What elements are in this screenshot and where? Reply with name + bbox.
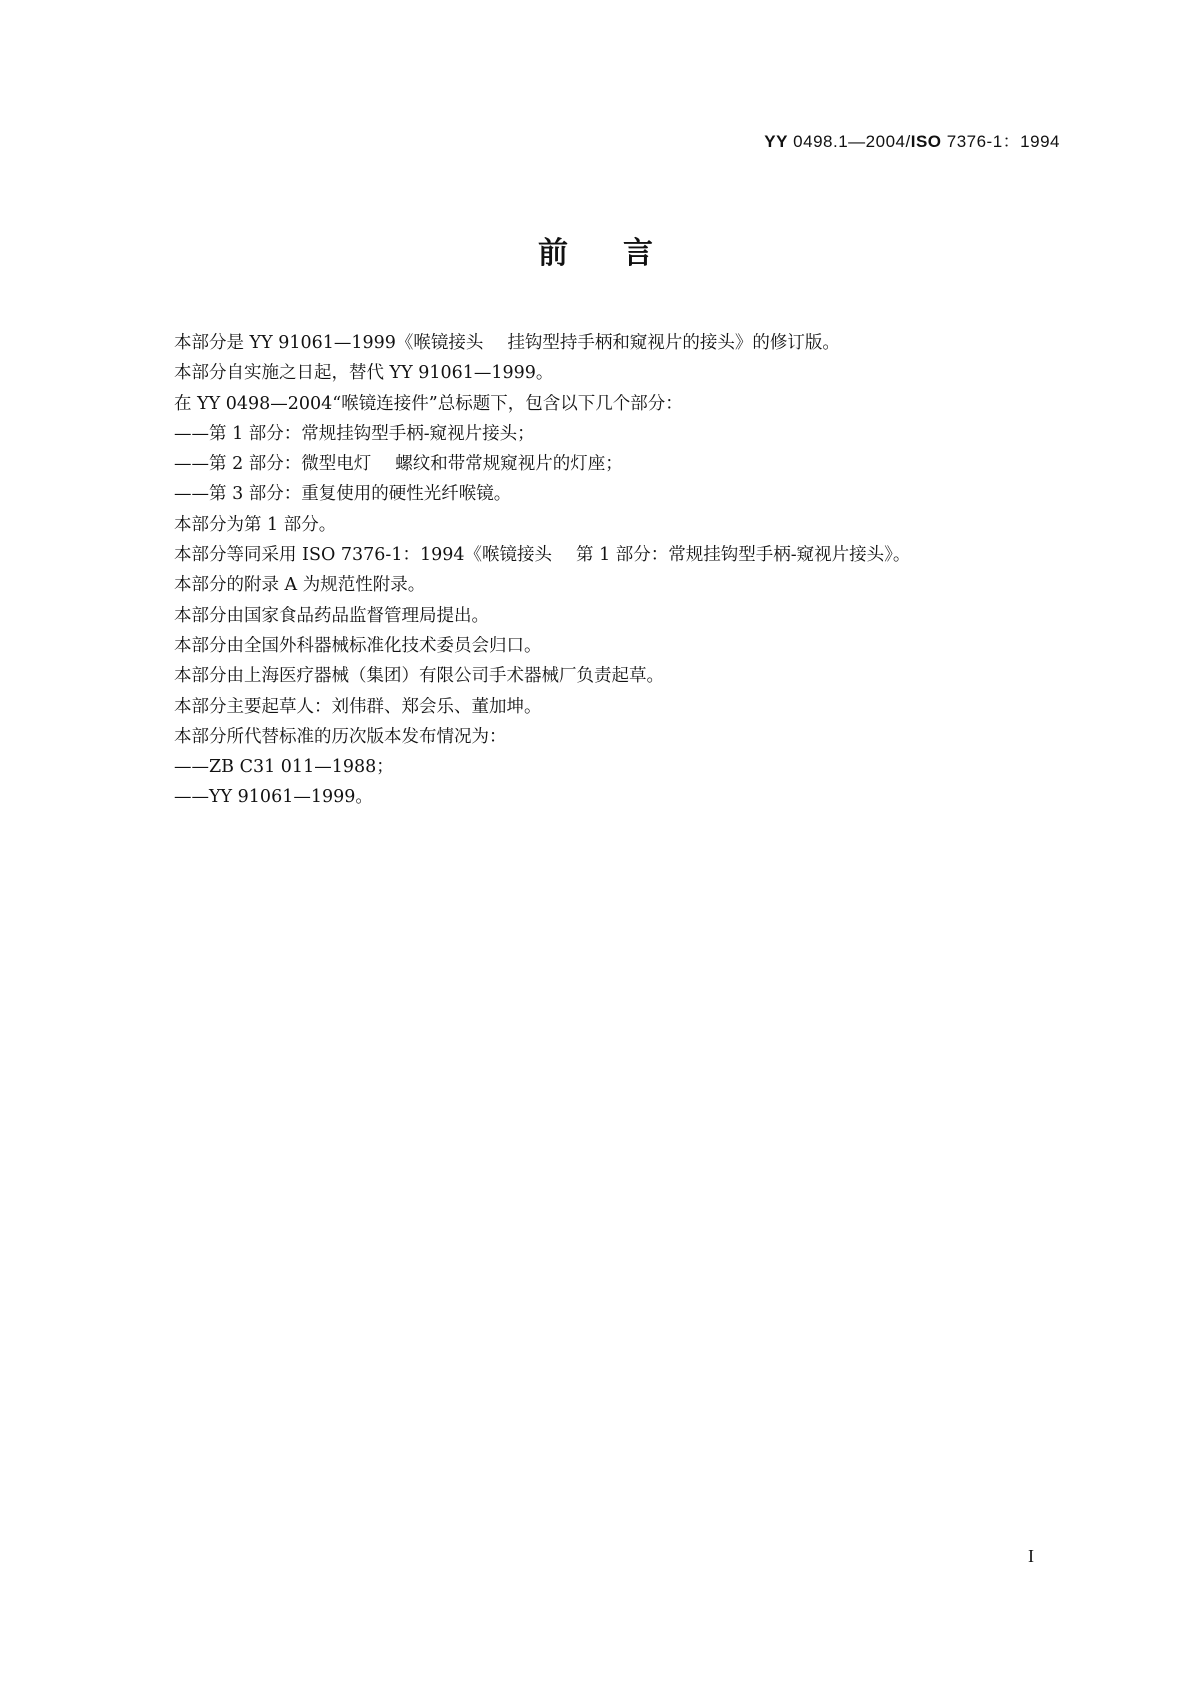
- foreword-line-10-text: 本部分由国家食品药品监督管理局提出。: [174, 605, 489, 626]
- foreword-line-15-text: ——ZB C31 011—1988；: [174, 757, 394, 778]
- header-code-suffix: 7376-1：1994: [941, 132, 1060, 151]
- foreword-line-6: [174, 479, 1034, 509]
- foreword-line-16-text: ——YY 91061—1999。: [174, 787, 373, 808]
- foreword-line-5: [174, 449, 1034, 479]
- foreword-line-1-text-b: 挂钩型持手柄和窥视片的接头》的修订版。: [507, 333, 840, 353]
- foreword-line-11-text: 本部分由全国外科器械标准化技术委员会归口。: [174, 635, 542, 656]
- foreword-line-8-text-b: 第 1 部分：常规挂钩型手柄-窥视片接头》。: [576, 545, 911, 566]
- foreword-line-14: [174, 722, 1034, 752]
- foreword-line-14-text: 本部分所代替标准的历次版本发布情况为：: [174, 726, 507, 747]
- header-code-prefix: YY: [764, 132, 788, 151]
- foreword-line-3: [174, 389, 1034, 419]
- foreword-line-1: [174, 328, 1034, 358]
- foreword-line-13-text: 本部分主要起草人：刘伟群、郑会乐、董加坤。: [174, 696, 542, 717]
- foreword-line-15: [174, 752, 1034, 782]
- foreword-line-4-text: ——第 1 部分：常规挂钩型手柄-窥视片接头；: [174, 423, 535, 444]
- foreword-line-16: [174, 782, 1034, 812]
- page-title: 前言: [538, 236, 708, 271]
- foreword-line-9: [174, 570, 1034, 600]
- foreword-body: [174, 328, 1034, 813]
- foreword-line-2-text: 本部分自实施之日起，替代 YY 91061—1999。: [174, 363, 554, 384]
- foreword-line-8: [174, 540, 1034, 570]
- foreword-line-1-text-a: 本部分是 YY 91061—1999《喉镜接头: [174, 333, 484, 353]
- foreword-line-10: [174, 601, 1034, 631]
- header-code-iso: ISO: [910, 132, 942, 151]
- foreword-line-12-text: 本部分由上海医疗器械（集团）有限公司手术器械厂负责起草。: [174, 666, 664, 687]
- foreword-line-5-text-a: ——第 2 部分：微型电灯: [174, 454, 372, 475]
- foreword-line-3-text: 在 YY 0498—2004“喉镜连接件”总标题下，包含以下几个部分：: [174, 393, 683, 414]
- foreword-line-11: [174, 631, 1034, 661]
- foreword-line-13: [174, 692, 1034, 722]
- page-number: I: [1028, 1546, 1034, 1566]
- foreword-line-2: [174, 358, 1034, 388]
- document-code-header: [764, 127, 1060, 152]
- foreword-line-7: [174, 510, 1034, 540]
- foreword-line-7-text: 本部分为第 1 部分。: [174, 514, 337, 535]
- foreword-line-5-text-b: 螺纹和带常规窥视片的灯座；: [395, 454, 623, 475]
- header-code-mid: 0498.1—2004/: [787, 132, 911, 151]
- foreword-line-4: [174, 419, 1034, 449]
- foreword-line-8-text-a: 本部分等同采用 ISO 7376-1：1994《喉镜接头: [174, 545, 552, 566]
- foreword-line-9-text: 本部分的附录 A 为规范性附录。: [174, 575, 426, 596]
- foreword-line-12: [174, 661, 1034, 691]
- foreword-line-6-text: ——第 3 部分：重复使用的硬性光纤喉镜。: [174, 484, 512, 505]
